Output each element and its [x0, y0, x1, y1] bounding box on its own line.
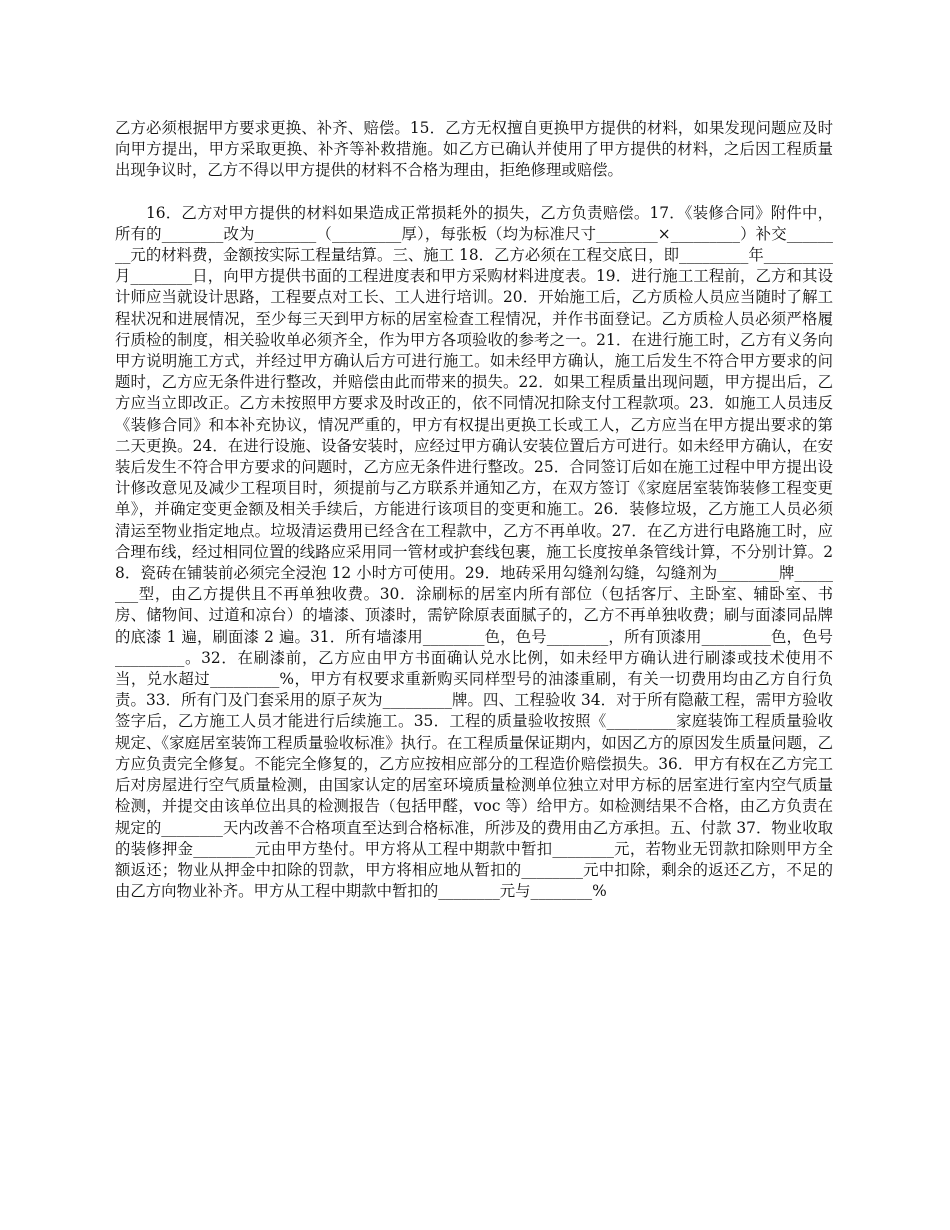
document-body [115, 118, 833, 902]
paragraph-spacer [115, 182, 833, 203]
paragraph-materials-replacement: 乙方必须根据甲方要求更换、补齐、赔偿。15．乙方无权擅自更换甲方提供的材料，如果发现问题应及时向甲方提出，甲方采取更换、补齐等补救措施。如乙方已确认并使用了甲方提供的材料，之后因工程质量出现争议时，乙方不得以甲方提供的材料不合格为理由，拒绝修理或赔偿。 [115, 119, 833, 180]
paragraph-contract-clauses: 16．乙方对甲方提供的材料如果造成正常损耗外的损失，乙方负责赔偿。17．《装修合同》附件中，所有的________改为________（_________厚），每张板（均为标准尺寸________×_________）补交________元的材料费，金额按实际工程量结算。三、施工 18．乙方必须在工程交底日，即_________年_________月________日，向甲方提供书面的工程进度表和甲方采购材料进度表。19．进行施工工程前，乙方和其设计师应当就设计思路，工程要点对工长、工人进行培训。20．开始施工后，乙方质检人员应当随时了解工程状况和进展情况，至少每三天到甲方标的居室检查工程情况，并作书面登记。乙方质检人员必须严格履行质检的制度，相关验收单必须齐全，作为甲方各项验收的参考之一。21．在进行施工时，乙方有义务向甲方说明施工方式，并经过甲方确认后方可进行施工。如未经甲方确认，施工后发生不符合甲方要求的问题时，乙方应无条件进行整改，并赔偿由此而带来的损失。22．如果工程质量出现问题，甲方提出后，乙方应当立即改正。乙方未按照甲方要求及时改正的，依不同情况扣除支付工程款项。23．如施工人员违反《装修合同》和本补充协议，情况严重的，甲方有权提出更换工长或工人，乙方应当在甲方提出要求的第二天更换。24．在进行设施、设备安装时，应经过甲方确认安装位置后方可进行。如未经甲方确认，在安装后发生不符合甲方要求的问题时，乙方应无条件进行整改。25．合同签订后如在施工过程中甲方提出设计修改意见及减少工程项目时，须提前与乙方联系并通知乙方，在双方签订《家庭居室装饰装修工程变更单》，并确定变更金额及相关手续后，方能进行该项目的变更和施工。26．装修垃圾，乙方施工人员必须清运至物业指定地点。垃圾清运费用已经含在工程款中，乙方不再单收。27．在乙方进行电路施工时，应合理布线，经过相同位置的线路应采用同一管材或护套线包裹，施工长度按单条管线计算，不分别计算。28．瓷砖在铺装前必须完全浸泡 12 小时方可使用。29．地砖采用勾缝剂勾缝，勾缝剂为________牌________型，由乙方提供且不再单独收费。30．涂刷标的居室内所有部位（包括客厅、主卧室、辅卧室、书房、储物间、过道和凉台）的墙漆、顶漆时，需铲除原表面腻子的，乙方不再单独收费；刷与面漆同品牌的底漆 1 遍，刷面漆 2 遍。31．所有墙漆用________色，色号________，所有顶漆用_________色，色号_________。32．在刷漆前，乙方应由甲方书面确认兑水比例，如未经甲方确认进行刷漆或技术使用不当，兑水超过_________%，甲方有权要求重新购买同样型号的油漆重刷，有关一切费用均由乙方自行负责。33．所有门及门套采用的原子灰为_________牌。四、工程验收 34．对于所有隐蔽工程，需甲方验收签字后，乙方施工人员才能进行后续施工。35．工程的质量验收按照《_________家庭装饰工程质量验收规定、《家庭居室装饰工程质量验收标准》执行。在工程质量保证期内，如因乙方的原因发生质量问题，乙方应负责完全修复。不能完全修复的，乙方应按相应部分的工程造价赔偿损失。36．甲方有权在乙方完工后对房屋进行空气质量检测，由国家认定的居室环境质量检测单位独立对甲方标的居室进行室内空气质量检测，并提交由该单位出具的检测报告（包括甲醛，voc 等）给甲方。如检测结果不合格，由乙方负责在规定的________天内改善不合格项直至达到合格标准，所涉及的费用由乙方承担。五、付款 37．物业收取的装修押金________元由甲方垫付。甲方将从工程中期款中暂扣________元，若物业无罚款扣除则甲方全额返还；物业从押金中扣除的罚款，甲方将相应地从暂扣的________元中扣除，剩余的返还乙方，不足的由乙方向物业补齐。甲方从工程中期款中暂扣的________元与________% [115, 203, 833, 901]
